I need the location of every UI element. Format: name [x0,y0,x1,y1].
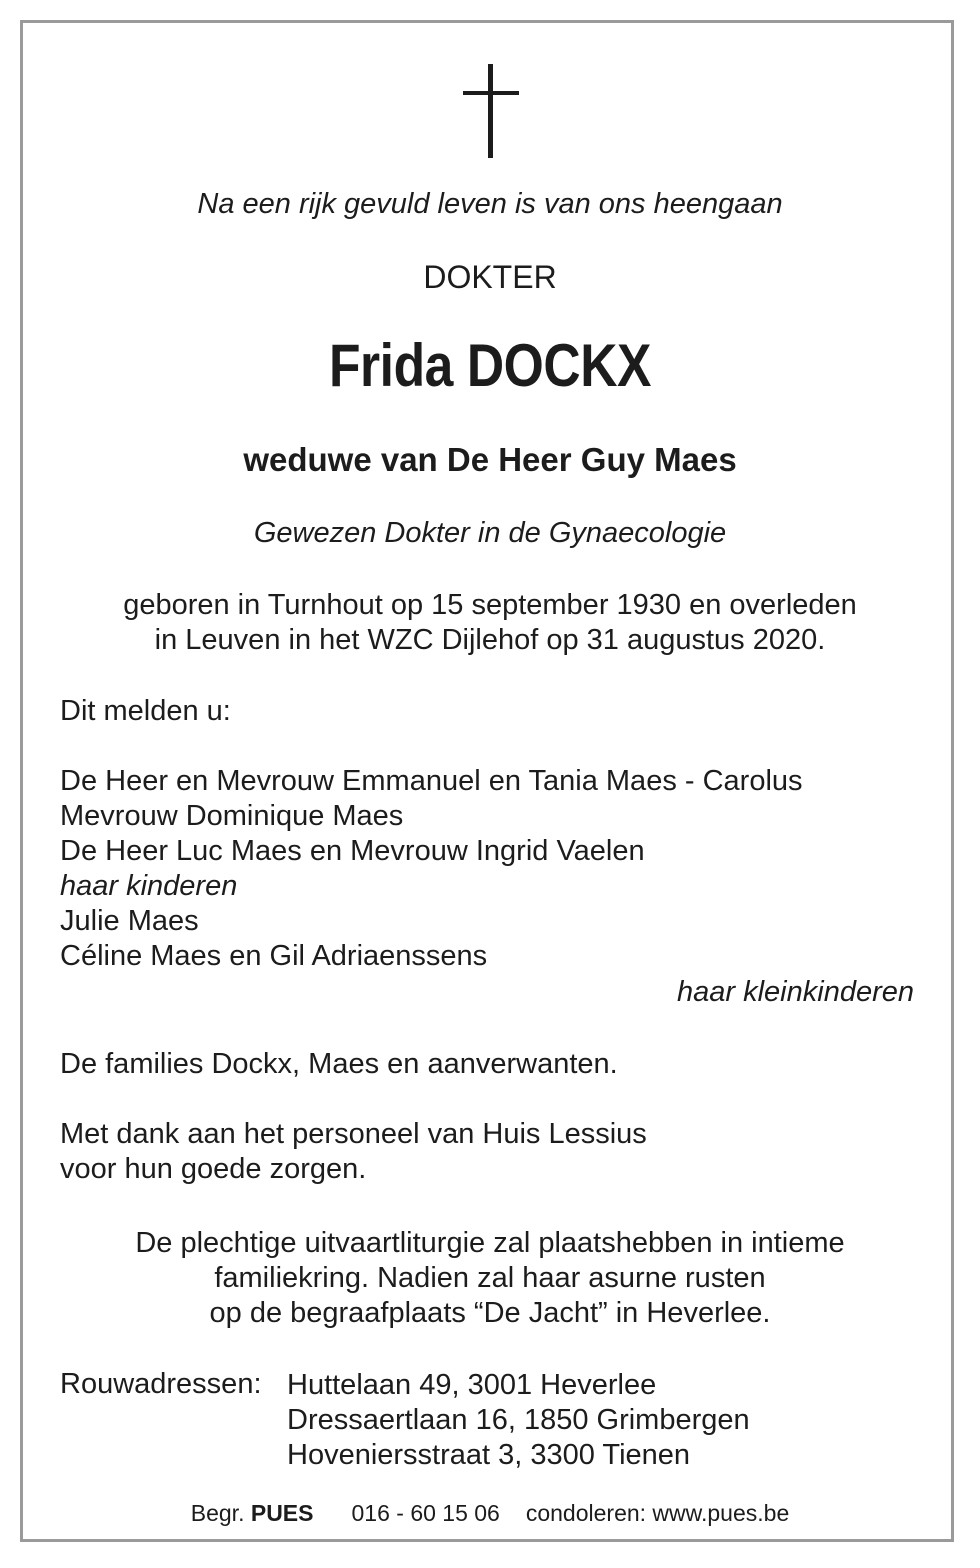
deceased-title: DOKTER [423,259,557,295]
thanks-line: voor hun goede zorgen. [60,1153,367,1185]
death-line: in Leuven in het WZC Dijlehof op 31 augustus 2020. [154,624,826,656]
funeral-line: De plechtige uitvaartliturgie zal plaatshebben in intieme [135,1227,845,1259]
announce-text: Dit melden u: [60,695,231,727]
grandchildren-label: haar kleinkinderen [677,976,914,1008]
children-list [60,764,803,974]
widow-line: weduwe van De Heer Guy Maes [243,441,737,478]
address-line: Huttelaan 49, 3001 Heverlee [287,1369,657,1401]
address-line: Dressaertlaan 16, 1850 Grimbergen [287,1404,750,1436]
footer-condolences: condoleren: www.pues.be [525,1500,790,1526]
list-item: Mevrouw Dominique Maes [60,800,404,832]
list-item: Julie Maes [60,905,199,937]
footer-begr: Begr. [190,1500,245,1526]
list-item: De Heer en Mevrouw Emmanuel en Tania Maes - Carolus [60,765,803,797]
children-label: haar kinderen [60,870,238,902]
deceased-name: Frida DOCKX [328,332,652,399]
intro-text: Na een rijk gevuld leven is van ons heengaan [197,188,783,220]
addresses-label: Rouwadressen: [60,1368,262,1400]
footer-company: PUES [250,1500,314,1526]
profession-line: Gewezen Dokter in de Gynaecologie [253,517,727,549]
families-text: De families Dockx, Maes en aanverwanten. [60,1048,618,1080]
funeral-line: familiekring. Nadien zal haar asurne rusten [214,1262,766,1294]
address-list [287,1368,750,1473]
footer [0,1500,980,1527]
address-line: Hoveniersstraat 3, 3300 Tienen [287,1439,691,1471]
thanks-line: Met dank aan het personeel van Huis Lessius [60,1118,647,1150]
thanks-text [60,1117,647,1187]
list-item: Céline Maes en Gil Adriaenssens [60,940,488,972]
birth-line: geboren in Turnhout op 15 september 1930 en overleden [123,589,857,621]
footer-phone: 016 - 60 15 06 [351,1500,500,1526]
birth-death-text [0,588,980,658]
funeral-text [0,1226,980,1331]
list-item: De Heer Luc Maes en Mevrouw Ingrid Vaelen [60,835,645,867]
funeral-line: op de begraafplaats “De Jacht” in Heverlee. [209,1297,771,1329]
